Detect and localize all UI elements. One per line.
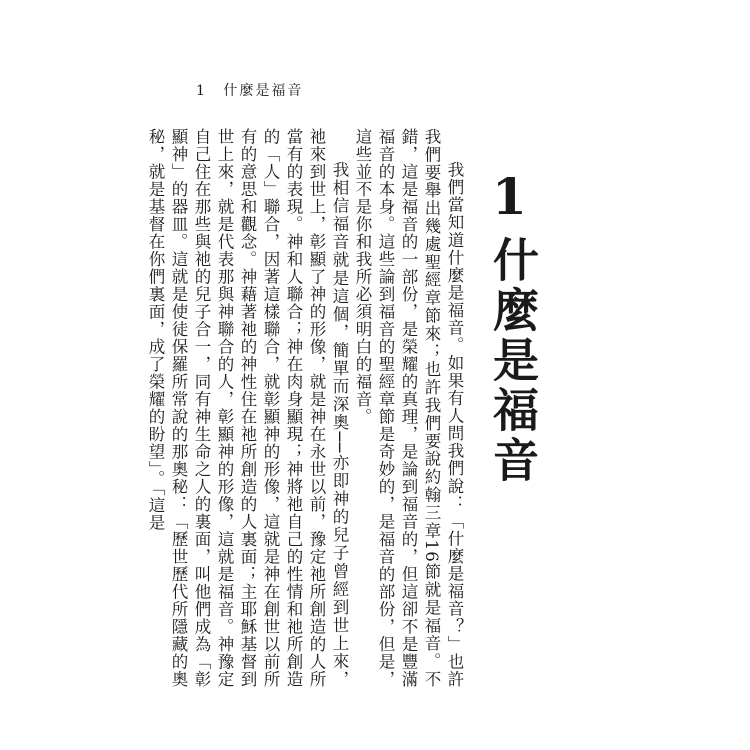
paragraph-2: 我相信福音就是這個，簡單而深奧──亦即神的兒子曾經到世上來，祂來到世上，彰顯了神的形像，就是神在永世以前，豫定祂所創造的人所當有的表現。神和人聯合；神在肉身顯現；神將祂自己的性情和祂所創造的「人」聯合，因著這樣聯合，就彰顯神的形像，這就是神在創世以前所有的意思和觀念。神藉著祂的神性住在祂所創造的人裏面；主耶穌基督到世上來，就是代表那與神聯合的人，彰顯神的形像，這就是福音。神豫定自己住在那些與祂的兒子合一，同有神生命之人的裏面，叫他們成為「彰顯神」的器皿。這就是使徒保羅所常說的那奧秘：「歷世歷代所隱藏的奧秘，就是基督在你們裏面，成了榮耀的盼望」。「這是 [146,128,349,688]
running-head [196,80,303,100]
running-head-page-number: 1 [196,83,207,99]
body-text [146,128,466,688]
chapter-title: 什麼是福音 [486,236,540,486]
paragraph-1: 我們當知道什麼是福音。如果有人問我們說：「什麼是福音？」也許我們要舉出幾處聖經章節來；也許我們要說約翰三章16節就是福音。不錯，這是福音的一部份，是榮耀的真理，是論到福音的，但這卻不是豐滿福音的本身。這些論到福音的聖經章節是奇妙的，是福音的部份，但是，這些並不是你和我所必須明白的福音。 [353,128,464,688]
running-head-title: 什麼是福音 [223,83,304,99]
chapter-number: 1 [492,167,527,226]
